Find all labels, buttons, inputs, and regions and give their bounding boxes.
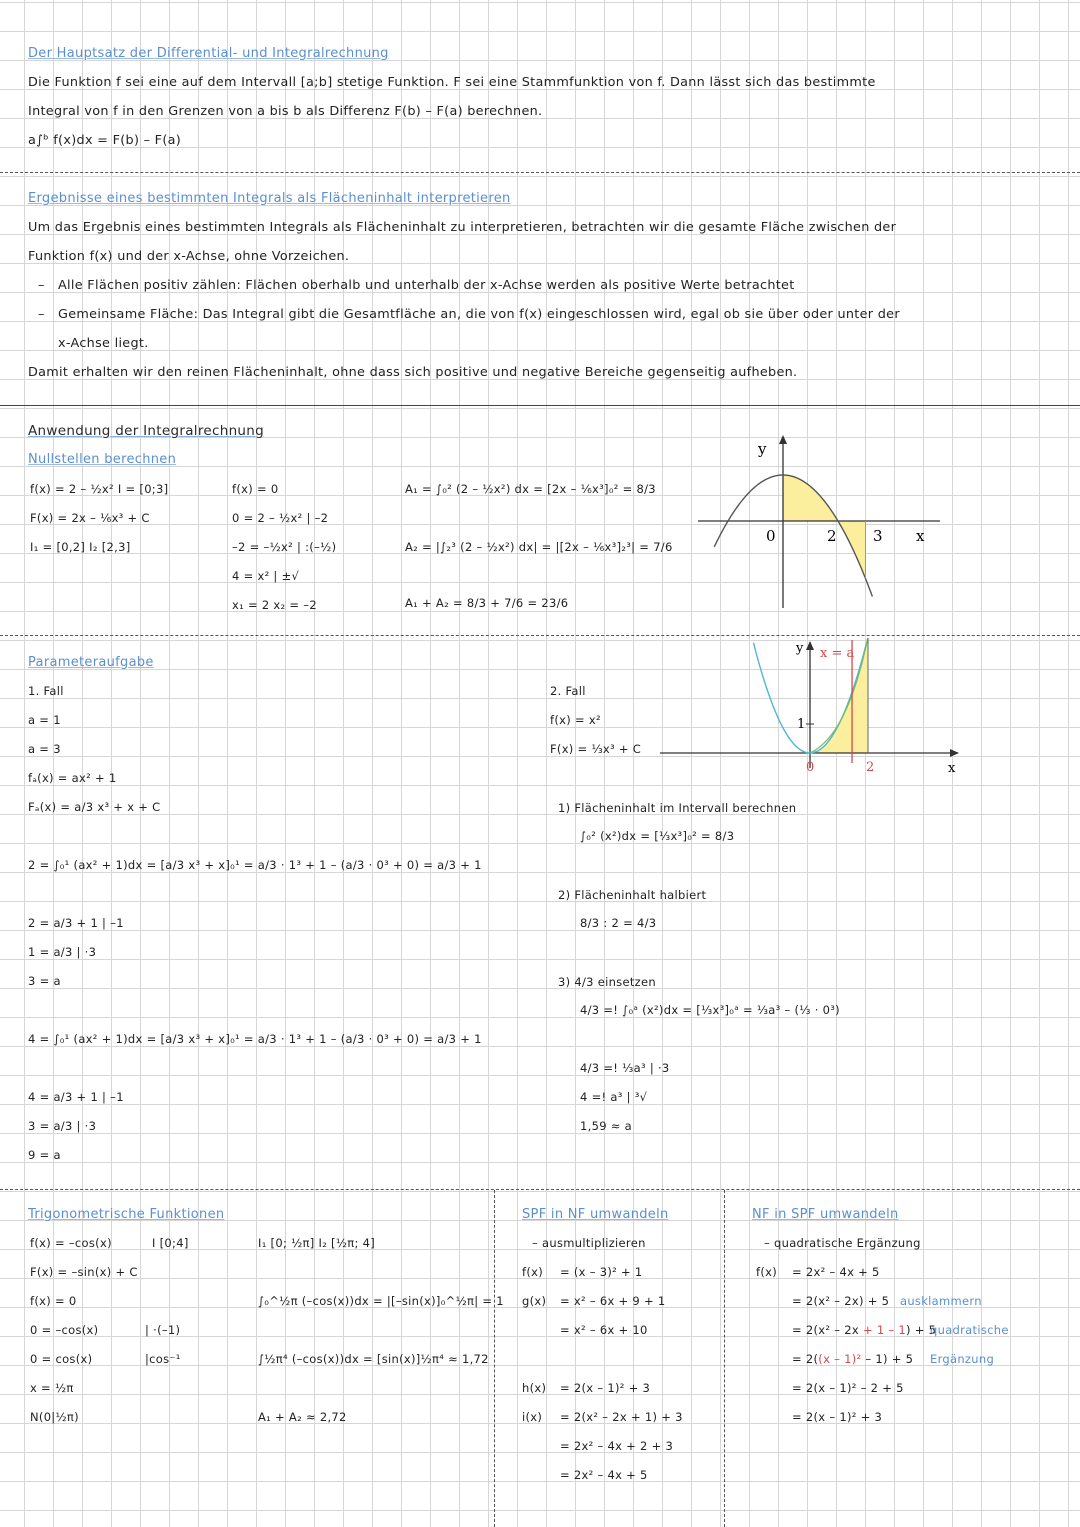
trig-line: 0 = –cos(x) bbox=[30, 1323, 99, 1337]
nf-line-part: = 2( bbox=[792, 1352, 819, 1366]
y-axis-arrow bbox=[779, 435, 787, 444]
step2-title: 2) Flächeninhalt halbiert bbox=[558, 888, 707, 902]
parabola-area-graph bbox=[690, 428, 950, 613]
flaeche-line-2: Funktion f(x) und der x-Achse, ohne Vorzeichen. bbox=[28, 249, 350, 264]
x-equals-a-label: x = a bbox=[820, 646, 855, 661]
parameter-title: Parameteraufgabe bbox=[28, 655, 154, 670]
fall2-line: f(x) = x² bbox=[550, 713, 601, 727]
trig-line: f(x) = –cos(x) bbox=[30, 1236, 112, 1250]
tick-label-2: 2 bbox=[827, 527, 837, 545]
y-axis-arrow bbox=[806, 641, 814, 650]
anwendung-col2-line: 0 = 2 – ½x² | –2 bbox=[232, 511, 329, 525]
graph1-shapes bbox=[698, 435, 940, 608]
y-axis-label: y bbox=[758, 440, 767, 458]
nf-line-part: ) + 5 bbox=[906, 1323, 937, 1337]
column-divider bbox=[494, 1190, 495, 1527]
nf-line-part: – 1) + 5 bbox=[861, 1352, 914, 1366]
anwendung-col2-line: 4 = x² | ±√ bbox=[232, 569, 300, 583]
spf-line: = (x – 3)² + 1 bbox=[560, 1265, 643, 1279]
flaeche-conclusion: Damit erhalten wir den reinen Flächeninhalt, ohne dass sich positive und negative Bereiche gegenseitig aufheben. bbox=[28, 365, 798, 380]
step2-eq: 8/3 : 2 = 4/3 bbox=[580, 916, 657, 930]
flaeche-title: Ergebnisse eines bestimmten Integrals als Flächeninhalt interpretieren bbox=[28, 191, 511, 206]
spf-line: = 2x² – 4x + 5 bbox=[560, 1468, 648, 1482]
flaeche-line-1: Um das Ergebnis eines bestimmten Integrals als Flächeninhalt zu interpretieren, betrachten wir die gesamte Fläche zwischen der bbox=[28, 220, 897, 235]
area-a1-shade bbox=[783, 475, 838, 521]
hauptsatz-formula: a∫ᵇ f(x)dx = F(b) – F(a) bbox=[28, 133, 182, 148]
flaeche-bullet-2-cont: x-Achse liegt. bbox=[58, 336, 149, 351]
tick-label-0: 0 bbox=[766, 527, 776, 545]
nf-line-highlight: + 1 – 1 bbox=[862, 1323, 907, 1337]
bullet-dash: – bbox=[38, 278, 45, 293]
nf-line: = 2(x – 1)² – 2 + 5 bbox=[792, 1381, 904, 1395]
spf-line: = 2(x² – 2x + 1) + 3 bbox=[560, 1410, 683, 1424]
hauptsatz-line-1: Die Funktion f sei eine auf dem Intervall [a;b] stetige Funktion. F sei eine Stammfunktion von f. Dann lässt sich das bestimmte bbox=[28, 75, 876, 90]
nf-line bbox=[792, 1352, 913, 1367]
flaeche-bullet-2: Gemeinsame Fläche: Das Integral gibt die Gesamtfläche an, die von f(x) eingeschlossen wird, egal ob sie über oder unter der bbox=[58, 307, 900, 322]
nf-spf-sub: – quadratische Ergänzung bbox=[764, 1236, 921, 1250]
trig-note: I [0;4] bbox=[152, 1236, 189, 1250]
trig-int1: ∫₀^½π (–cos(x))dx = |[–sin(x)]₀^½π| = 1 bbox=[258, 1294, 504, 1308]
spf-line: = x² – 6x + 9 + 1 bbox=[560, 1294, 666, 1308]
nf-spf-title: NF in SPF umwandeln bbox=[752, 1207, 899, 1222]
parabola-half-area-graph bbox=[660, 638, 970, 778]
nf-note: Ergänzung bbox=[930, 1352, 995, 1366]
step3-solve: 4/3 =! ⅓a³ | ·3 bbox=[580, 1061, 670, 1075]
area-a1: A₁ = ∫₀² (2 – ½x²) dx = [2x – ⅙x³]₀² = 8/3 bbox=[405, 482, 656, 496]
nf-line: = 2x² – 4x + 5 bbox=[792, 1265, 880, 1279]
spf-label: f(x) bbox=[522, 1265, 544, 1279]
nf-line: = 2(x – 1)² + 3 bbox=[792, 1410, 883, 1424]
hauptsatz-line-2: Integral von f in den Grenzen von a bis b als Differenz F(b) – F(a) berechnen. bbox=[28, 104, 543, 119]
x-axis-label: x bbox=[916, 527, 925, 545]
nf-line: = 2(x² – 2x) + 5 bbox=[792, 1294, 890, 1308]
spf-label: i(x) bbox=[522, 1410, 543, 1424]
solve2-line: 9 = a bbox=[28, 1148, 61, 1162]
parameter-line: a = 3 bbox=[28, 742, 61, 756]
solve2-line: 4 = a/3 + 1 | –1 bbox=[28, 1090, 124, 1104]
section-divider bbox=[0, 405, 1080, 406]
solve1-line: 3 = a bbox=[28, 974, 61, 988]
column-divider bbox=[724, 1190, 725, 1527]
tick-label-1: 1 bbox=[797, 717, 806, 732]
hauptsatz-title: Der Hauptsatz der Differential- und Integralrechnung bbox=[28, 46, 389, 61]
graph2-shapes bbox=[660, 638, 959, 768]
spf-label: h(x) bbox=[522, 1381, 547, 1395]
area-a2: A₂ = |∫₂³ (2 – ½x²) dx| = |[2x – ⅙x³]₂³| = 7/6 bbox=[405, 540, 673, 554]
step1-title: 1) Flächeninhalt im Intervall berechnen bbox=[558, 801, 797, 815]
section-divider bbox=[0, 635, 1080, 636]
anwendung-title: Anwendung der Integralrechnung bbox=[28, 423, 265, 439]
trig-line: f(x) = 0 bbox=[30, 1294, 77, 1308]
nf-line-part: = 2(x² – 2x bbox=[792, 1323, 863, 1337]
anwendung-col2-line: x₁ = 2 x₂ = –2 bbox=[232, 598, 317, 612]
step3-solve: 1,59 ≈ a bbox=[580, 1119, 632, 1133]
x-axis-arrow bbox=[950, 749, 959, 757]
parameter-eq1: 2 = ∫₀¹ (ax² + 1)dx = [a/3 x³ + x]₀¹ = a/3 · 1³ + 1 – (a/3 · 0³ + 0) = a/3 + 1 bbox=[28, 858, 482, 872]
nf-line bbox=[792, 1323, 936, 1338]
fall2-label: 2. Fall bbox=[550, 684, 586, 698]
trig-sum: A₁ + A₂ ≈ 2,72 bbox=[258, 1410, 347, 1424]
spf-line: = x² – 6x + 10 bbox=[560, 1323, 648, 1337]
x-axis-label: x bbox=[948, 761, 956, 776]
section-divider bbox=[0, 172, 1080, 173]
parameter-line: fₐ(x) = ax² + 1 bbox=[28, 771, 117, 785]
nf-label: f(x) bbox=[756, 1265, 778, 1279]
spf-line: = 2x² – 4x + 2 + 3 bbox=[560, 1439, 674, 1453]
anwendung-subtitle: Nullstellen berechnen bbox=[28, 452, 177, 467]
step1-eq: ∫₀² (x²)dx = [⅓x³]₀² = 8/3 bbox=[580, 829, 735, 843]
tick-label-2: 2 bbox=[866, 760, 875, 775]
solve2-line: 3 = a/3 | ·3 bbox=[28, 1119, 97, 1133]
spf-label: g(x) bbox=[522, 1294, 547, 1308]
spf-nf-title: SPF in NF umwandeln bbox=[522, 1207, 669, 1222]
anwendung-col1-line: I₁ = [0,2] I₂ [2,3] bbox=[30, 540, 131, 554]
area-sum: A₁ + A₂ = 8/3 + 7/6 = 23/6 bbox=[405, 596, 569, 610]
trig-line: F(x) = –sin(x) + C bbox=[30, 1265, 138, 1279]
trig-note: |cos⁻¹ bbox=[145, 1352, 181, 1366]
anwendung-col2-line: f(x) = 0 bbox=[232, 482, 279, 496]
parameter-line: Fₐ(x) = a/3 x³ + x + C bbox=[28, 800, 161, 814]
fall2-line: F(x) = ⅓x³ + C bbox=[550, 742, 642, 756]
trig-interval: I₁ [0; ½π] I₂ [½π; 4] bbox=[258, 1236, 376, 1250]
nf-note: quadratische bbox=[930, 1323, 1009, 1337]
section-divider bbox=[0, 1189, 1080, 1190]
step3-solve: 4 =! a³ | ³√ bbox=[580, 1090, 648, 1104]
tick-label-3: 3 bbox=[873, 527, 883, 545]
spf-nf-sub: – ausmultiplizieren bbox=[532, 1236, 646, 1250]
anwendung-col1-line: F(x) = 2x – ⅙x³ + C bbox=[30, 511, 150, 525]
parameter-eq2: 4 = ∫₀¹ (ax² + 1)dx = [a/3 x³ + x]₀¹ = a/3 · 1³ + 1 – (a/3 · 0³ + 0) = a/3 + 1 bbox=[28, 1032, 482, 1046]
trig-line: N(0|½π) bbox=[30, 1410, 79, 1424]
bullet-dash: – bbox=[38, 307, 45, 322]
step3-title: 3) 4/3 einsetzen bbox=[558, 975, 656, 989]
trig-line: 0 = cos(x) bbox=[30, 1352, 93, 1366]
anwendung-col1-line: f(x) = 2 – ½x² I = [0;3] bbox=[30, 482, 169, 496]
spf-line: = 2(x – 1)² + 3 bbox=[560, 1381, 651, 1395]
solve1-line: 1 = a/3 | ·3 bbox=[28, 945, 97, 959]
tick-label-0: 0 bbox=[806, 760, 815, 775]
anwendung-col2-line: –2 = –½x² | :(–½) bbox=[232, 540, 337, 554]
trig-int2: ∫½π⁴ (–cos(x))dx = [sin(x)]½π⁴ ≈ 1,72 bbox=[258, 1352, 489, 1366]
trig-note: | ·(–1) bbox=[145, 1323, 181, 1337]
flaeche-bullet-1: Alle Flächen positiv zählen: Flächen oberhalb und unterhalb der x-Achse werden als positive Werte betrachtet bbox=[58, 278, 795, 293]
y-axis-label: y bbox=[796, 641, 804, 656]
trig-title: Trigonometrische Funktionen bbox=[28, 1207, 225, 1222]
fall1-label: 1. Fall bbox=[28, 684, 64, 698]
nf-line-highlight: (x – 1)² bbox=[818, 1352, 862, 1366]
parameter-line: a = 1 bbox=[28, 713, 61, 727]
trig-line: x = ½π bbox=[30, 1381, 74, 1395]
solve1-line: 2 = a/3 + 1 | –1 bbox=[28, 916, 124, 930]
step3-eq: 4/3 =! ∫₀ᵃ (x²)dx = [⅓x³]₀ᵃ = ⅓a³ – (⅓ · 0³) bbox=[580, 1003, 840, 1017]
nf-note: ausklammern bbox=[900, 1294, 982, 1308]
